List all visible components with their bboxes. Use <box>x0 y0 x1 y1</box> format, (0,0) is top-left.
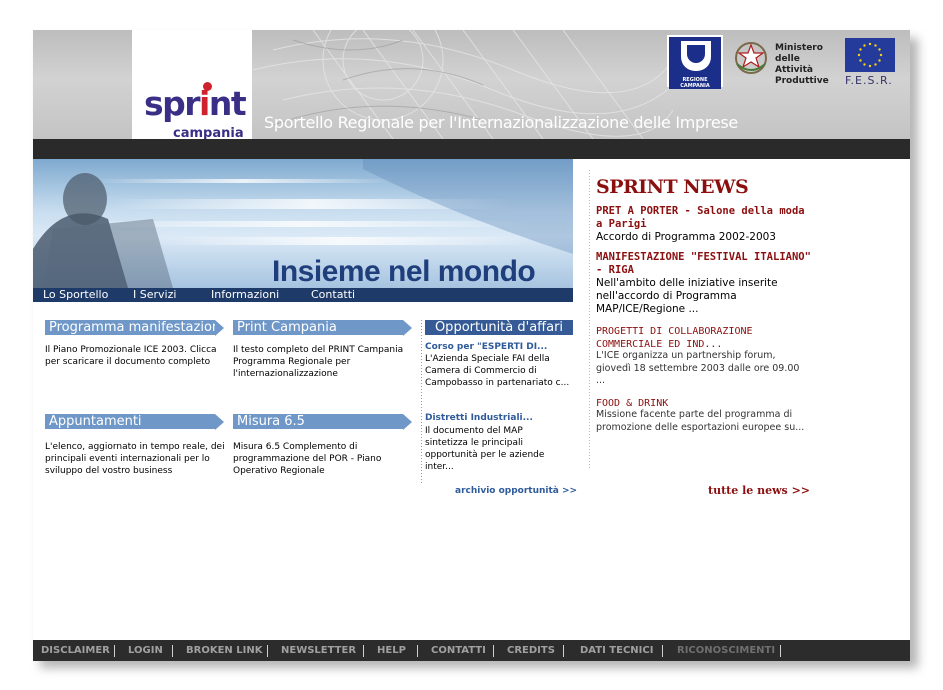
footer-separator <box>114 645 115 657</box>
chevron-right-icon <box>403 320 412 336</box>
section-title: Misura 6.5 <box>237 414 305 429</box>
footer-separator <box>172 645 173 657</box>
news-item-title[interactable]: PRET A PORTER - Salone della moda a Parigi <box>596 205 805 230</box>
region-shield-icon <box>681 41 711 71</box>
footer-link-newsletter[interactable]: NEWSLETTER <box>281 645 357 656</box>
italian-emblem-icon[interactable] <box>733 40 769 76</box>
hero-banner <box>33 159 573 288</box>
ministry-label[interactable]: Ministero delle Attività Produttive <box>775 43 829 86</box>
nav-item-i-servizi[interactable]: I Servizi <box>133 288 177 301</box>
section-title: Programma manifestazioni <box>49 320 224 335</box>
logo-wordmark: sprint <box>144 84 246 123</box>
opportunity-title[interactable]: Corso per "ESPERTI DI... <box>425 342 548 352</box>
chevron-right-icon <box>403 414 412 430</box>
page <box>33 30 910 661</box>
news-item-title[interactable]: PROGETTI DI COLLABORAZIONE COMMERCIALE ED IND... <box>596 326 753 350</box>
news-item-text: Missione facente parte del programma di promozione delle esportazioni europee su... <box>596 409 805 433</box>
chevron-right-icon <box>215 320 224 336</box>
footer-separator <box>493 645 494 657</box>
section-programma-manifestazioni[interactable] <box>45 320 224 335</box>
news-item-text: Accordo di Programma 2002-2003 <box>596 231 776 243</box>
footer-link-help[interactable]: HELP <box>377 645 406 656</box>
footer-link-dati-tecnici[interactable]: DATI TECNICI <box>580 645 654 656</box>
footer-link-contatti[interactable]: CONTATTI <box>431 645 486 656</box>
opportunity-text: Il documento del MAP sintetizza le principali opportunità per le aziende inter... <box>425 426 545 472</box>
footer-link-credits[interactable]: CREDITS <box>507 645 555 656</box>
section-title: Appuntamenti <box>49 414 142 429</box>
footer-separator <box>267 645 268 657</box>
site-header <box>33 30 910 139</box>
opportunities-divider <box>421 320 422 484</box>
news-divider <box>589 170 590 470</box>
chevron-right-icon <box>215 414 224 430</box>
section-text: L'elenco, aggiornato in tempo reale, dei principali eventi internazionali per lo sviluppo del vostro business <box>45 442 225 476</box>
footer-link-broken-link[interactable]: BROKEN LINK <box>186 645 263 656</box>
footer-separator <box>563 645 564 657</box>
footer-separator <box>662 645 663 657</box>
nav-item-contatti[interactable]: Contatti <box>311 288 356 301</box>
section-print-campania[interactable] <box>233 320 403 335</box>
nav-item-lo-sportello[interactable]: Lo Sportello <box>43 288 109 301</box>
news-heading: SPRINT NEWS <box>596 176 749 198</box>
footer-separator <box>780 645 781 657</box>
opportunity-text: L'Azienda Speciale FAI della Camera di Commercio di Campobasso in partenariato c... <box>425 354 570 388</box>
fesr-label: F.E.S.R. <box>845 74 893 87</box>
sprint-logo[interactable] <box>132 30 252 139</box>
footer-link-riconoscimenti[interactable]: RICONOSCIMENTI <box>677 645 776 656</box>
opportunity-title[interactable]: Distretti Industriali... <box>425 413 533 423</box>
footer-link-login[interactable]: LOGIN <box>128 645 163 656</box>
news-item-title[interactable]: MANIFESTAZIONE "FESTIVAL ITALIANO" - RIGA <box>596 251 811 276</box>
section-appuntamenti[interactable] <box>45 414 215 429</box>
footer-separator <box>363 645 364 657</box>
banner-title: Insieme nel mondo <box>272 255 536 288</box>
nav-item-informazioni[interactable]: Informazioni <box>211 288 280 301</box>
section-misura-6-5[interactable] <box>233 414 403 429</box>
section-text: Il testo completo del PRINT Campania Programma Regionale per l'internazionalizzazione <box>233 345 404 379</box>
opportunities-heading[interactable]: Opportunità d'affari <box>425 320 573 335</box>
news-item-title[interactable]: FOOD & DRINK <box>596 398 669 409</box>
all-news-link[interactable]: tutte le news >> <box>708 484 810 497</box>
regione-campania-logo[interactable] <box>667 35 723 87</box>
section-title: Print Campania <box>237 320 337 335</box>
footer-separator <box>417 645 418 657</box>
logo-subtitle: campania <box>173 126 244 139</box>
section-text: Il Piano Promozionale ICE 2003. Clicca per scaricare il documento completo <box>45 345 217 367</box>
archive-opportunities-link[interactable]: archivio opportunità >> <box>455 486 578 496</box>
region-logo-label: REGIONE CAMPANIA <box>669 77 721 89</box>
site-tagline: Sportello Regionale per l'Internazionalizzazione delle Imprese <box>264 113 738 132</box>
footer-link-disclaimer[interactable]: DISCLAIMER <box>41 645 110 656</box>
header-dark-bar <box>33 139 910 159</box>
eu-flag-icon[interactable] <box>845 38 895 72</box>
news-item-text: Nell'ambito delle iniziative inserite nell'accordo di Programma MAP/ICE/Regione ... <box>596 277 778 315</box>
section-text: Misura 6.5 Complemento di programmazione del POR - Piano Operativo Regionale <box>233 442 382 476</box>
site-footer <box>33 640 910 661</box>
main-nav <box>33 288 573 302</box>
news-item-text: L'ICE organizza un partnership forum, giovedì 18 settembre 2003 dalle ore 09.00 ... <box>596 350 800 386</box>
